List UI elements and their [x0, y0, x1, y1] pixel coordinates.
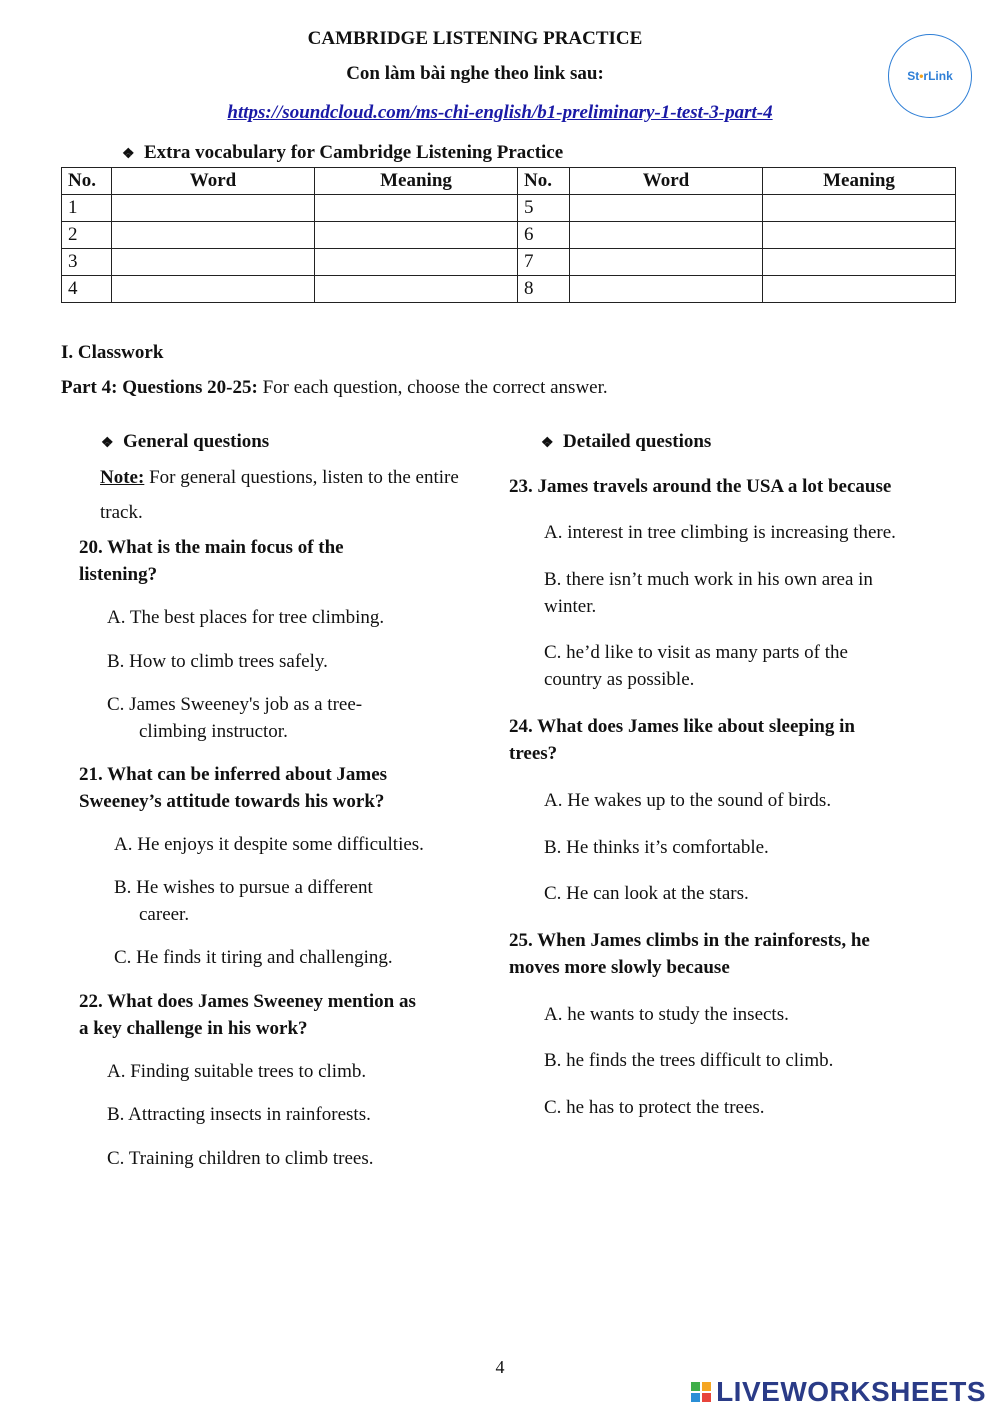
col-header-no: No.	[62, 168, 112, 195]
detailed-heading-text: Detailed questions	[563, 431, 712, 452]
vocab-header-row	[62, 168, 956, 195]
question-20-line2: listening?	[79, 564, 158, 585]
q23-option-a[interactable]: A. interest in tree climbing is increasing there.	[544, 522, 896, 543]
logo-dot: •	[919, 69, 924, 83]
question-22	[79, 988, 416, 1042]
question-25-line1: 25. When James climbs in the rainforests, he	[509, 930, 870, 951]
meaning-cell[interactable]	[763, 249, 956, 276]
q22-option-c[interactable]: C. Training children to climb trees.	[107, 1148, 374, 1169]
row-number: 1	[62, 195, 112, 222]
word-cell[interactable]	[570, 249, 763, 276]
meaning-cell[interactable]	[763, 222, 956, 249]
q21-option-b-line2: career.	[139, 904, 190, 925]
q20-option-b[interactable]: B. How to climb trees safely.	[107, 651, 328, 672]
instruction-text: Con làm bài nghe theo link sau:	[346, 63, 604, 84]
q25-option-c[interactable]: C. he has to protect the trees.	[544, 1097, 765, 1118]
general-questions-heading	[101, 431, 269, 453]
q21-option-b-line1: B. He wishes to pursue a different	[114, 877, 373, 898]
question-22-line1: 22. What does James Sweeney mention as	[79, 991, 416, 1012]
word-cell[interactable]	[112, 276, 315, 303]
question-21-line1: 21. What can be inferred about James	[79, 764, 388, 785]
word-cell[interactable]	[112, 222, 315, 249]
diamond-bullet-icon: ❖	[122, 147, 135, 162]
word-cell[interactable]	[570, 276, 763, 303]
q24-option-b[interactable]: B. He thinks it’s comfortable.	[544, 837, 769, 858]
q24-option-a[interactable]: A. He wakes up to the sound of birds.	[544, 790, 832, 811]
col-header-word-2: Word	[570, 168, 763, 195]
question-25-line2: moves more slowly because	[509, 957, 730, 978]
q23-option-b[interactable]	[544, 566, 873, 620]
question-20	[79, 534, 344, 588]
meaning-cell[interactable]	[315, 276, 518, 303]
question-20-line1: 20. What is the main focus of the	[79, 537, 344, 558]
section-title: I. Classwork	[61, 342, 164, 363]
q23-option-c-line1: C. he’d like to visit as many parts of the	[544, 642, 848, 663]
liveworksheets-brand-text: LIVEWORKSHEETS	[716, 1376, 986, 1407]
table-row	[62, 249, 956, 276]
q22-option-b[interactable]: B. Attracting insects in rainforests.	[107, 1104, 371, 1125]
vocab-table	[61, 167, 956, 303]
note-text-2: track.	[100, 502, 143, 523]
question-23: 23. James travels around the USA a lot because	[509, 476, 892, 497]
vocab-heading	[122, 142, 563, 164]
row-number: 5	[518, 195, 570, 222]
q23-option-c-line2: country as possible.	[544, 669, 695, 690]
q20-option-c-line1: C. James Sweeney's job as a tree-	[107, 694, 363, 715]
detailed-questions-heading	[541, 431, 711, 453]
q21-option-c[interactable]: C. He finds it tiring and challenging.	[114, 947, 393, 968]
row-number: 8	[518, 276, 570, 303]
q25-option-b[interactable]: B. he finds the trees difficult to climb.	[544, 1050, 834, 1071]
starlink-logo	[888, 34, 972, 118]
soundcloud-link[interactable]: https://soundcloud.com/ms-chi-english/b1-preliminary-1-test-3-part-4	[227, 102, 773, 123]
question-21-line2: Sweeney’s attitude towards his work?	[79, 791, 385, 812]
note-label: Note:	[100, 467, 145, 488]
q24-option-c[interactable]: C. He can look at the stars.	[544, 883, 749, 904]
vocab-heading-text: Extra vocabulary for Cambridge Listening Practice	[144, 142, 564, 163]
q20-option-c-line2: climbing instructor.	[139, 721, 288, 742]
question-21	[79, 761, 387, 815]
q21-option-a[interactable]: A. He enjoys it despite some difficulties.	[114, 834, 424, 855]
note-line	[100, 467, 459, 489]
question-22-line2: a key challenge in his work?	[79, 1018, 308, 1039]
q20-option-c[interactable]	[107, 691, 362, 745]
part-label: Part 4: Questions 20-25:	[61, 377, 258, 398]
question-25	[509, 927, 870, 981]
word-cell[interactable]	[570, 222, 763, 249]
note-text-1: For general questions, listen to the entire	[144, 467, 459, 488]
q21-option-b[interactable]	[114, 874, 373, 928]
diamond-bullet-icon: ❖	[541, 436, 554, 451]
meaning-cell[interactable]	[315, 195, 518, 222]
general-heading-text: General questions	[123, 431, 270, 452]
part-text: For each question, choose the correct answer.	[257, 377, 608, 398]
logo-text-a: St	[907, 69, 920, 83]
liveworksheets-logo	[691, 1376, 986, 1408]
row-number: 3	[62, 249, 112, 276]
meaning-cell[interactable]	[315, 222, 518, 249]
q25-option-a[interactable]: A. he wants to study the insects.	[544, 1004, 789, 1025]
col-header-word: Word	[112, 168, 315, 195]
col-header-meaning-2: Meaning	[763, 168, 956, 195]
table-row	[62, 222, 956, 249]
q22-option-a[interactable]: A. Finding suitable trees to climb.	[107, 1061, 367, 1082]
liveworksheets-badge-icon	[691, 1382, 711, 1402]
part-instructions	[61, 377, 608, 399]
q23-option-c[interactable]	[544, 639, 848, 693]
diamond-bullet-icon: ❖	[101, 436, 114, 451]
logo-text-b: rLink	[923, 69, 953, 83]
q23-option-b-line1: B. there isn’t much work in his own area in	[544, 569, 873, 590]
row-number: 2	[62, 222, 112, 249]
meaning-cell[interactable]	[315, 249, 518, 276]
q23-option-b-line2: winter.	[544, 596, 597, 617]
word-cell[interactable]	[112, 249, 315, 276]
word-cell[interactable]	[570, 195, 763, 222]
row-number: 6	[518, 222, 570, 249]
question-24-line1: 24. What does James like about sleeping in	[509, 716, 855, 737]
table-row	[62, 276, 956, 303]
page-title: CAMBRIDGE LISTENING PRACTICE	[307, 28, 643, 49]
question-24	[509, 713, 855, 767]
row-number: 4	[62, 276, 112, 303]
q20-option-a[interactable]: A. The best places for tree climbing.	[107, 607, 385, 628]
page-number: 4	[495, 1357, 505, 1377]
meaning-cell[interactable]	[763, 276, 956, 303]
col-header-meaning: Meaning	[315, 168, 518, 195]
meaning-cell[interactable]	[763, 195, 956, 222]
col-header-no-2: No.	[518, 168, 570, 195]
word-cell[interactable]	[112, 195, 315, 222]
table-row	[62, 195, 956, 222]
question-24-line2: trees?	[509, 743, 558, 764]
row-number: 7	[518, 249, 570, 276]
